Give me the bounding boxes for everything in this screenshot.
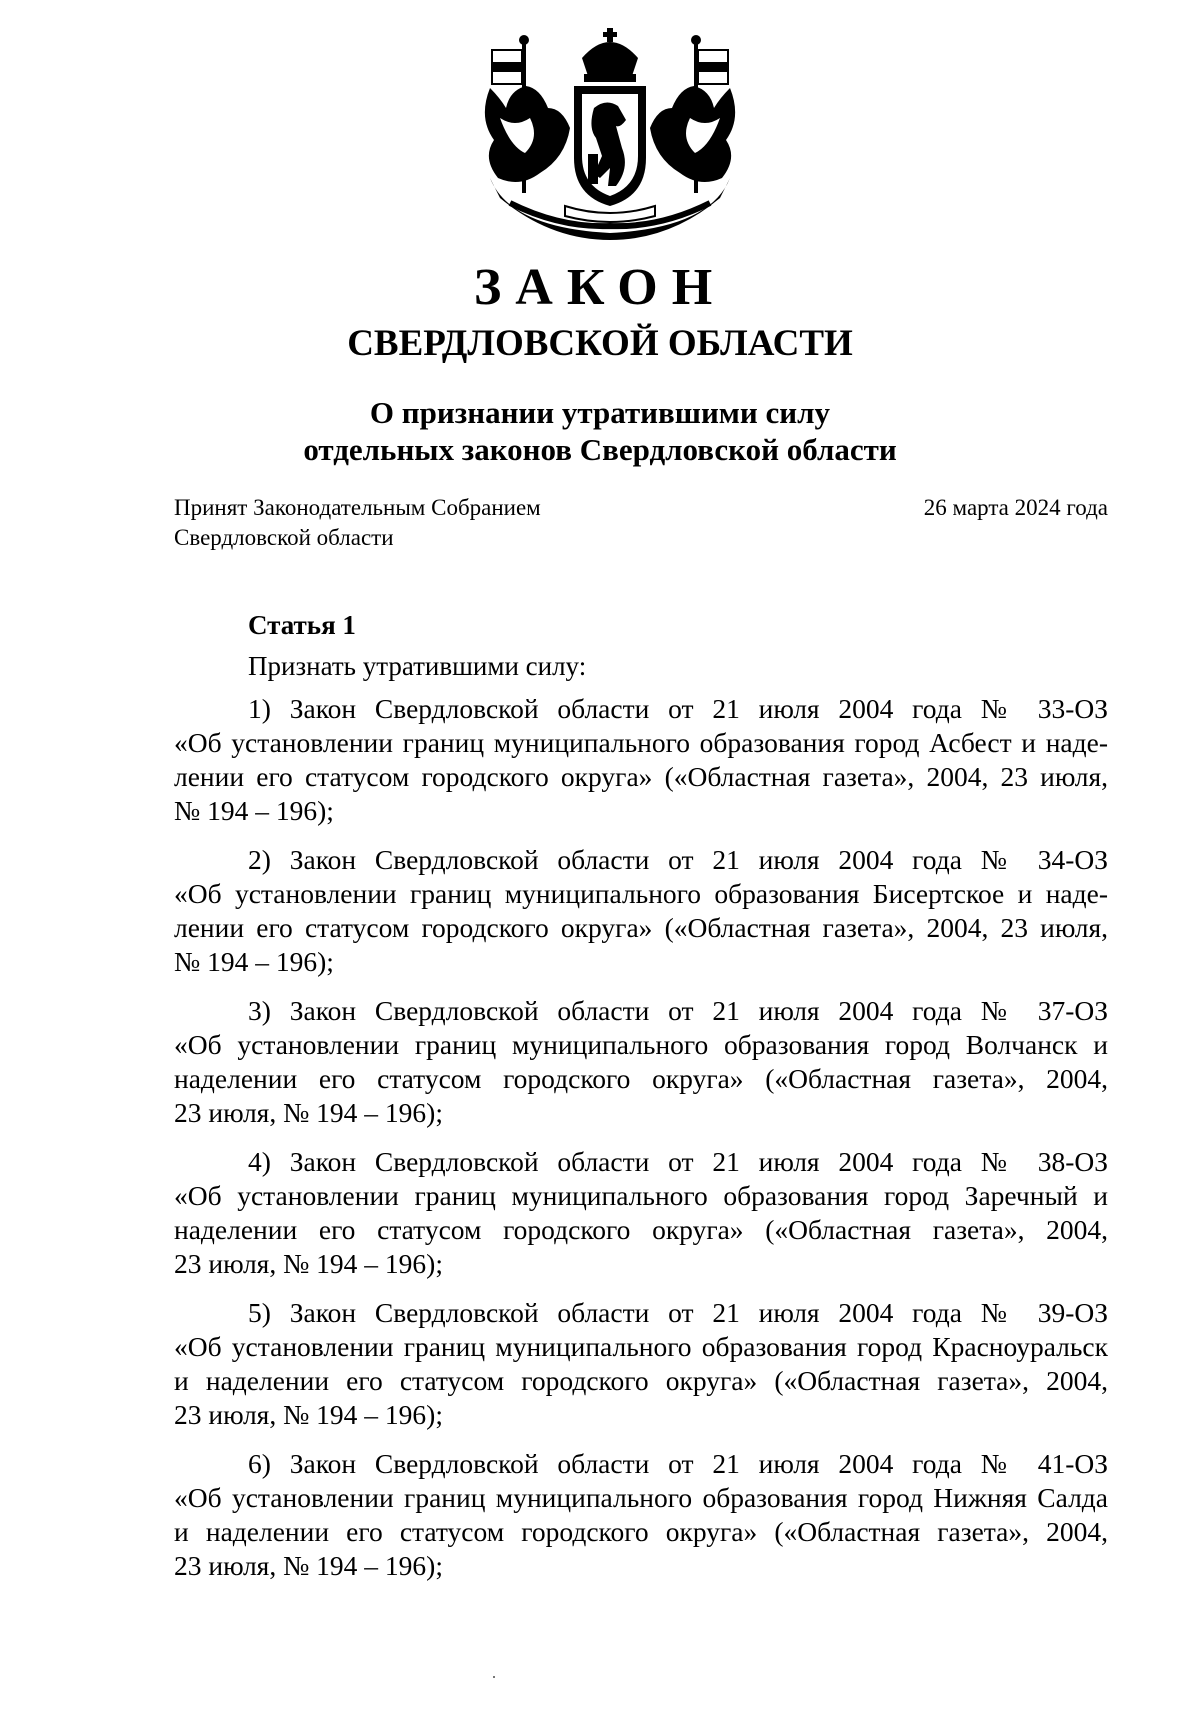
- item-line: 6) Закон Свердловской области от 21 июля 2004 года № 41-ОЗ: [248, 1448, 1108, 1479]
- item-line: «Об установлении границ муниципального образования город Волчанск и: [174, 1029, 1108, 1060]
- item-line: 23 июля, № 194 – 196);: [174, 1097, 443, 1128]
- item-line: «Об установлении границ муниципального образования город Красноуральск: [174, 1331, 1108, 1362]
- list-item: [174, 1447, 1108, 1583]
- item-line: и наделении его статусом городского округа» («Областная газета», 2004,: [174, 1516, 1108, 1547]
- item-line: № 194 – 196);: [174, 946, 334, 977]
- adoption-date: 26 марта 2024 года: [923, 495, 1108, 520]
- list-item: [174, 843, 1108, 979]
- item-line: наделении его статусом городского округа» («Областная газета», 2004,: [174, 1063, 1108, 1094]
- item-line: 2) Закон Свердловской области от 21 июля 2004 года № 34-ОЗ: [248, 844, 1108, 875]
- item-line: «Об установлении границ муниципального образования город Нижняя Салда: [174, 1482, 1108, 1513]
- list-item: [174, 1296, 1108, 1432]
- coat-of-arms-emblem: [470, 28, 750, 243]
- article-intro: Признать утратившими силу:: [248, 651, 587, 681]
- item-line: 4) Закон Свердловской области от 21 июля 2004 года № 38-ОЗ: [248, 1146, 1108, 1177]
- item-line: 23 июля, № 194 – 196);: [174, 1399, 443, 1430]
- adoption-line: Принят Законодательным Собранием: [174, 495, 541, 520]
- item-line: 23 июля, № 194 – 196);: [174, 1248, 443, 1279]
- adoption-note: [174, 493, 541, 553]
- subtitle-line: отдельных законов Свердловской области: [303, 432, 897, 467]
- item-line: 23 июля, № 194 – 196);: [174, 1550, 443, 1581]
- document-title: ЗАКОН: [473, 259, 727, 316]
- scan-speck: [493, 1676, 495, 1678]
- item-line: лении его статусом городского округа» («Областная газета», 2004, 23 июля,: [174, 912, 1108, 943]
- list-item: [174, 692, 1108, 828]
- item-line: 3) Закон Свердловской области от 21 июля 2004 года № 37-ОЗ: [248, 995, 1108, 1026]
- subtitle-line: О признании утратившими силу: [369, 395, 831, 430]
- adoption-line: Свердловской области: [174, 525, 394, 550]
- list-item: [174, 994, 1108, 1130]
- article-items: [174, 692, 1108, 1598]
- item-line: «Об установлении границ муниципального образования город Заречный и: [174, 1180, 1108, 1211]
- item-line: лении его статусом городского округа» («Областная газета», 2004, 23 июля,: [174, 761, 1108, 792]
- document-region: СВЕРДЛОВСКОЙ ОБЛАСТИ: [347, 323, 853, 364]
- item-line: и наделении его статусом городского округа» («Областная газета», 2004,: [174, 1365, 1108, 1396]
- item-line: «Об установлении границ муниципального образования город Асбест и наде-: [174, 727, 1108, 758]
- article-title: Статья 1: [248, 610, 356, 640]
- list-item: [174, 1145, 1108, 1281]
- item-line: «Об установлении границ муниципального образования Бисертское и наде-: [174, 878, 1108, 909]
- document-subtitle: [0, 394, 1200, 468]
- item-line: наделении его статусом городского округа» («Областная газета», 2004,: [174, 1214, 1108, 1245]
- item-line: 5) Закон Свердловской области от 21 июля 2004 года № 39-ОЗ: [248, 1297, 1108, 1328]
- item-line: 1) Закон Свердловской области от 21 июля 2004 года № 33-ОЗ: [248, 693, 1108, 724]
- item-line: № 194 – 196);: [174, 795, 334, 826]
